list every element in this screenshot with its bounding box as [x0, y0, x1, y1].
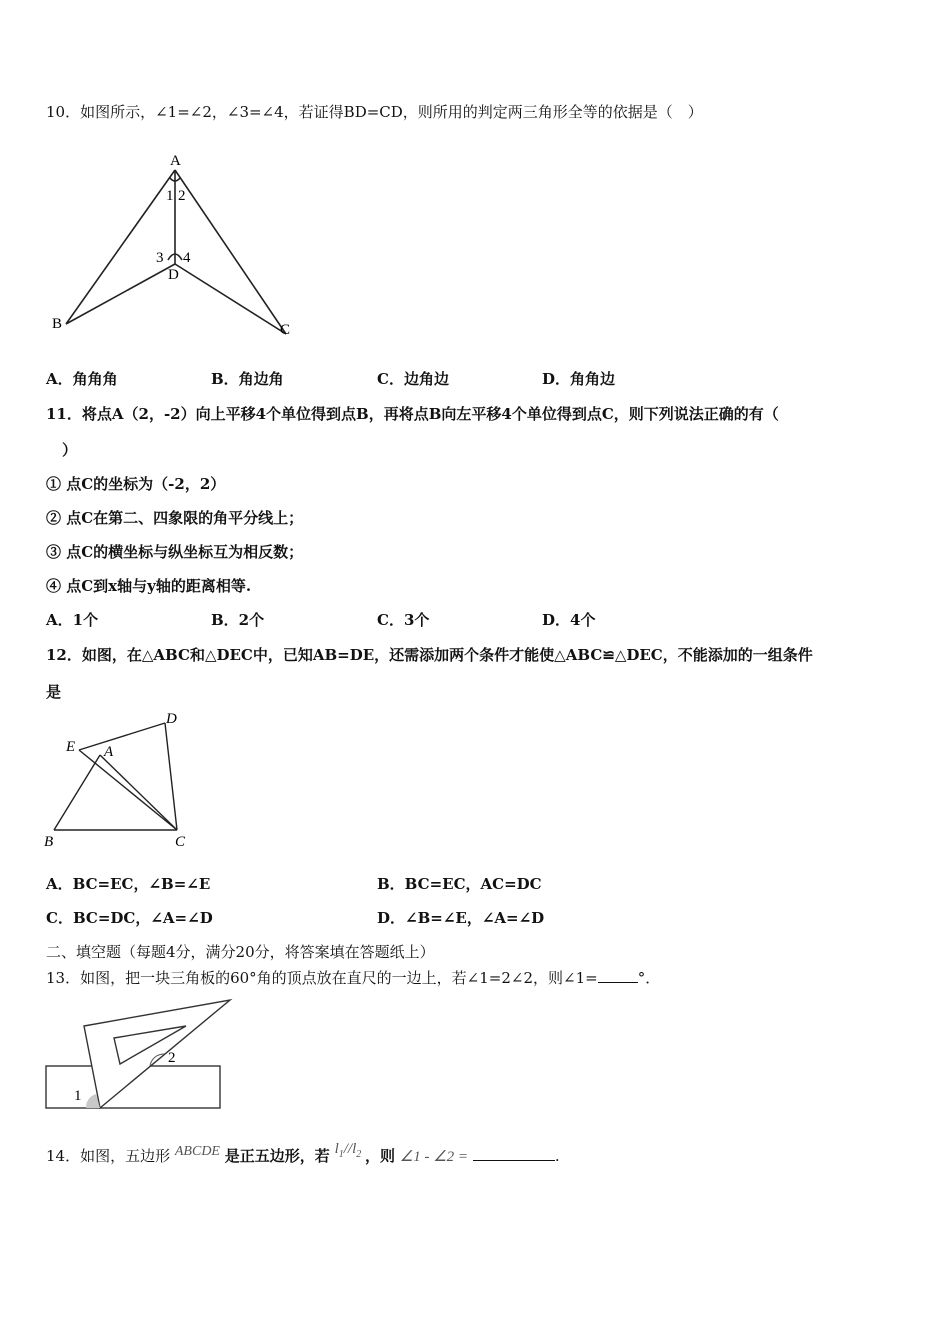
q13-label-2: 2 — [168, 1050, 176, 1066]
q14-expression: ∠1 - ∠2 = — [399, 1149, 469, 1165]
q11-option-d[interactable]: D．4个 — [542, 611, 596, 629]
q14-parallel-sub1: 1 — [338, 1149, 344, 1160]
q13-label-1: 1 — [74, 1088, 82, 1104]
q12-option-b[interactable]: B．BC=EC，AC=DC — [377, 875, 542, 893]
q12-segment-ac — [100, 755, 177, 830]
q10-segment-bd — [66, 264, 175, 324]
q11-statement-3: ③ 点C的横坐标与纵坐标互为相反数； — [46, 543, 304, 561]
q10-label-2: 2 — [178, 188, 186, 204]
q14-end: . — [554, 1147, 560, 1165]
q12-label-d: D — [166, 711, 177, 727]
q12-stem-line2: 是 — [46, 683, 62, 701]
q10-segment-ac — [175, 170, 286, 334]
q12-option-a[interactable]: A．BC=EC，∠B=∠E — [46, 875, 211, 893]
q12-segment-ed — [79, 723, 165, 750]
q11-option-c[interactable]: C．3个 — [377, 611, 430, 629]
q12-segment-ba — [54, 755, 100, 830]
q13-stem — [46, 968, 660, 988]
q14-pentagon-name: ABCDE — [174, 1144, 220, 1159]
q12-label-b: B — [44, 834, 54, 850]
q11-stem-line2: ） — [62, 441, 78, 459]
q12-label-e: E — [66, 739, 76, 755]
q11-option-a[interactable]: A．1个 — [46, 611, 99, 629]
q14-comma: ，则 — [365, 1147, 396, 1165]
q10-figure — [44, 148, 304, 343]
q11-stem-line1: 11．将点A（2，-2）向上平移4个单位得到点B，再将点B向左平移4个单位得到点C，则下列说法正确的有（ — [46, 405, 779, 423]
q13-answer-blank[interactable] — [598, 968, 638, 983]
q10-segment-ab — [66, 170, 175, 324]
q10-label-d: D — [168, 267, 179, 283]
q10-stem: 10．如图所示，∠1=∠2，∠3=∠4，若证得BD=CD，则所用的判定两三角形全等的依据是（ ） — [46, 103, 703, 121]
q10-label-b: B — [52, 316, 63, 332]
q11-statement-2: ② 点C在第二、四象限的角平分线上； — [46, 509, 304, 527]
q10-label-1: 1 — [166, 188, 174, 204]
q14-prefix: 14．如图，五边形 — [46, 1147, 171, 1165]
q10-label-a: A — [170, 153, 181, 169]
q13-stem-before: 13．如图，把一块三角板的60°角的顶点放在直尺的一边上，若∠1=2∠2，则∠1= — [46, 969, 598, 987]
q14-parallel-sub2: 2 — [356, 1149, 362, 1160]
q10-label-4: 4 — [183, 250, 191, 266]
q12-label-a: A — [104, 744, 114, 760]
q14-parallel — [334, 1141, 365, 1160]
q12-figure — [40, 706, 200, 854]
q10-segment-cd — [175, 264, 286, 334]
q13-triangle-outer — [84, 1000, 230, 1108]
q10-option-a[interactable]: A．角角角 — [46, 370, 118, 388]
q11-statement-1: ① 点C的坐标为（-2，2） — [46, 475, 226, 493]
q10-option-d[interactable]: D．角角边 — [542, 370, 616, 388]
q12-option-d[interactable]: D．∠B=∠E，∠A=∠D — [377, 909, 545, 927]
q10-option-c[interactable]: C．边角边 — [377, 370, 449, 388]
q14-middle: 是正五边形，若 — [224, 1147, 330, 1165]
q12-segment-dc — [165, 723, 177, 830]
q14-parallel-symbol: // — [343, 1141, 353, 1157]
q11-statement-4: ④ 点C到x轴与y轴的距离相等. — [46, 577, 252, 595]
q10-option-b[interactable]: B．角边角 — [211, 370, 284, 388]
q13-stem-after: °． — [637, 969, 661, 987]
q12-stem-line1: 12．如图，在△ABC和△DEC中，已知AB=DE，还需添加两个条件才能使△ABC≌△DEC，不能添加的一组条件 — [46, 646, 813, 664]
q10-label-3: 3 — [156, 250, 164, 266]
q10-label-c: C — [280, 322, 291, 338]
q14-parallel-l1: l — [334, 1141, 339, 1157]
q12-segment-ec — [79, 750, 177, 830]
q12-option-c[interactable]: C．BC=DC，∠A=∠D — [46, 909, 213, 927]
q14-answer-blank[interactable] — [473, 1146, 555, 1161]
q11-option-b[interactable]: B．2个 — [211, 611, 265, 629]
section2-heading: 二、填空题（每题4分，满分20分，将答案填在答题纸上） — [46, 943, 435, 961]
q14-stem — [46, 1141, 560, 1173]
q14-parallel-l2: l — [352, 1141, 357, 1157]
q12-label-c: C — [175, 834, 186, 850]
q13-figure — [44, 996, 234, 1114]
